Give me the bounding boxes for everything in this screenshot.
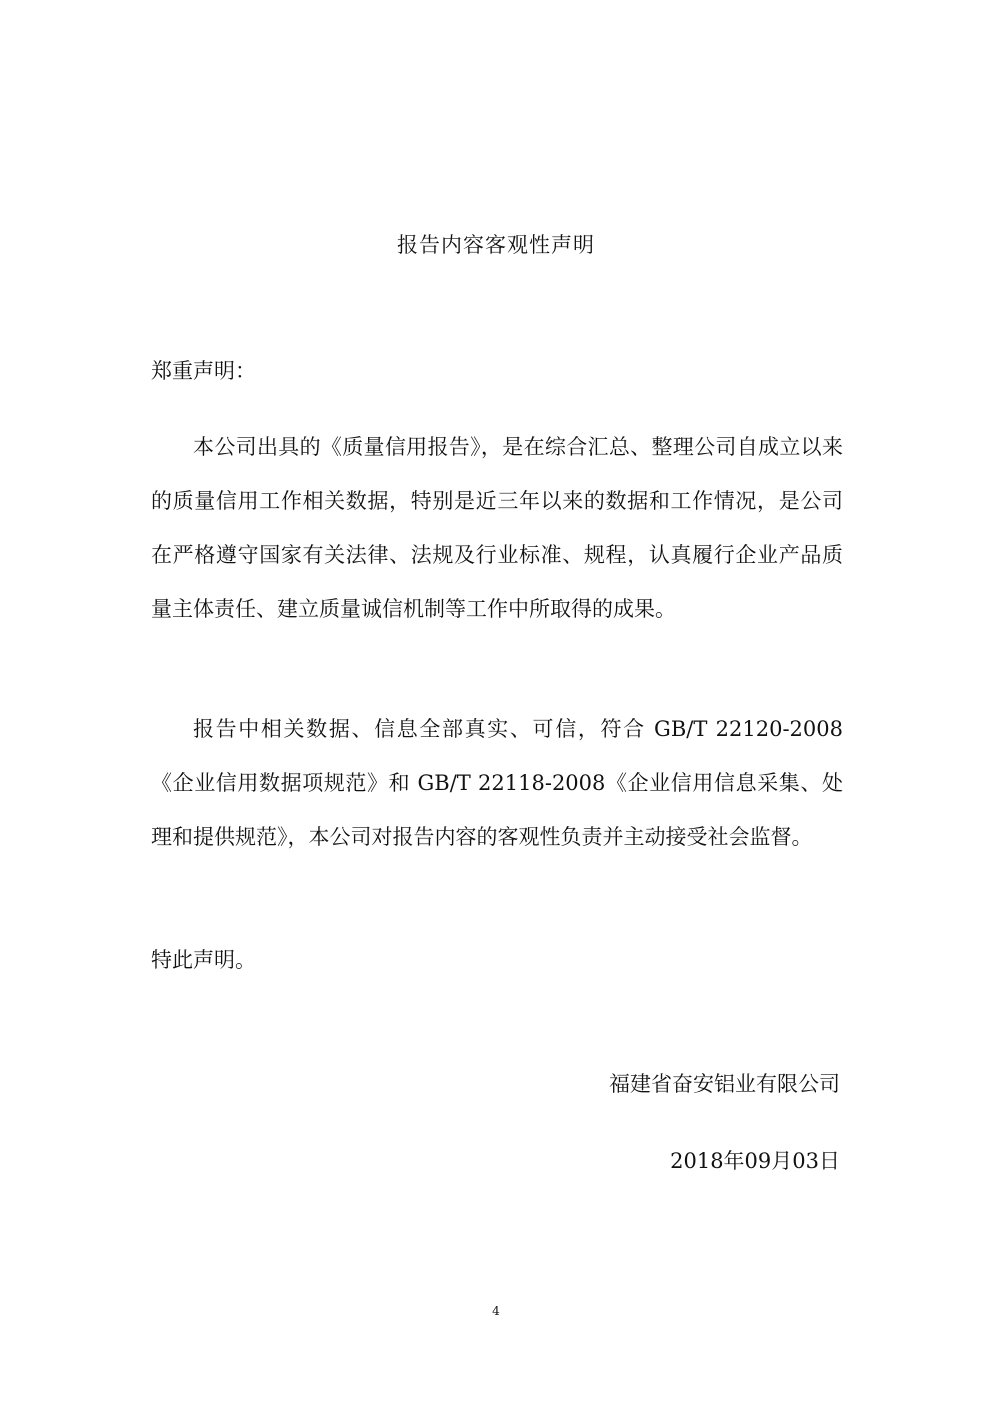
signature-date: 2018年09月03日 xyxy=(670,1149,840,1173)
salutation: 郑重声明： xyxy=(151,359,256,383)
closing-statement: 特此声明。 xyxy=(151,948,256,972)
body-paragraph-2: 报告中相关数据、信息全部真实、可信，符合 GB/T 22120-2008《企业信用数据项规范》和 GB/T 22118-2008《企业信用信息采集、处理和提供规范》，本公司对报告内容的客观性负责并主动接受社会监督。 xyxy=(151,717,843,849)
page-title: 报告内容客观性声明 xyxy=(397,233,595,257)
body-paragraph-1: 本公司出具的《质量信用报告》，是在综合汇总、整理公司自成立以来的质量信用工作相关数据，特别是近三年以来的数据和工作情况，是公司在严格遵守国家有关法律、法规及行业标准、规程，认真履行企业产品质量主体责任、建立质量诚信机制等工作中所取得的成果。 xyxy=(151,435,843,621)
page-number: 4 xyxy=(492,1304,500,1318)
company-signature: 福建省奋安铝业有限公司 xyxy=(609,1072,840,1096)
